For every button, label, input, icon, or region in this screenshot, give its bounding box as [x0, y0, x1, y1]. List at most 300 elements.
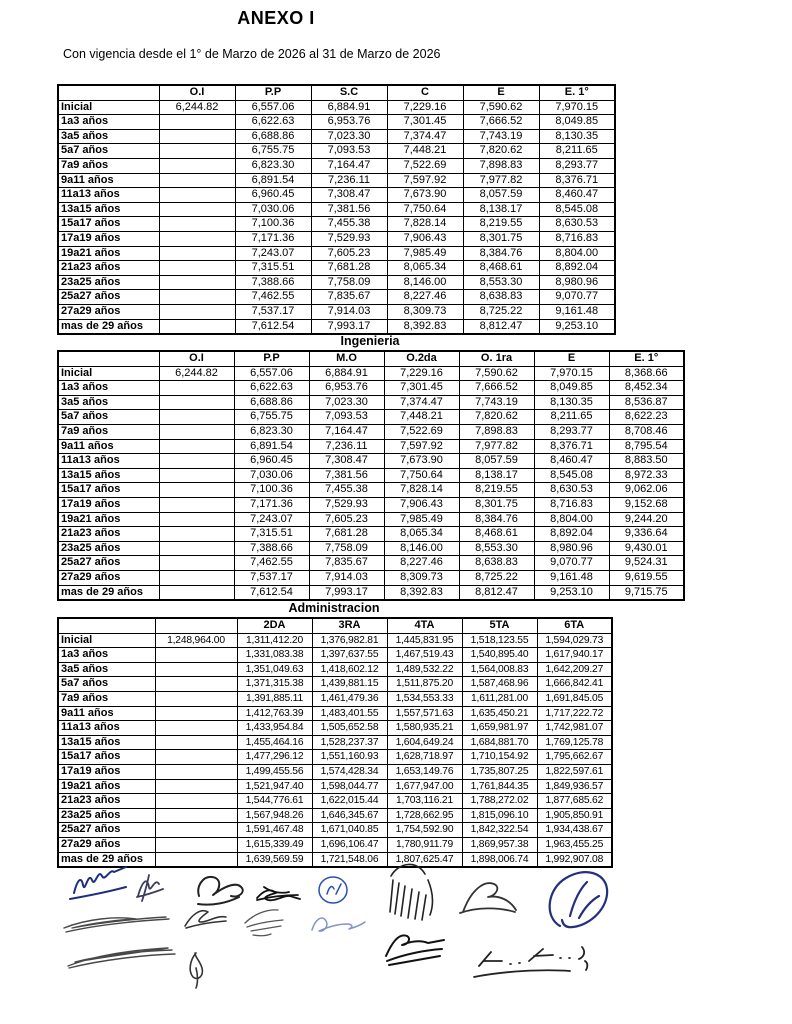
cell-value: 7,229.16: [384, 366, 459, 381]
cell-value: 1,622,015.44: [312, 794, 387, 809]
cell-value: 7,522.69: [384, 424, 459, 439]
cell-value: 7,758.09: [311, 275, 387, 290]
table-row: [58, 129, 615, 144]
signature-icon: [460, 883, 516, 913]
cell-value: 1,594,029.73: [537, 633, 612, 648]
cell-value: 1,617,940.17: [537, 648, 612, 663]
cell-value: 8,553.30: [459, 541, 534, 556]
table-row: [58, 556, 684, 571]
cell-value: 7,758.09: [309, 541, 384, 556]
header-row: [58, 618, 612, 633]
cell-value: 8,812.47: [463, 319, 539, 334]
cell-value: 1,822,597.61: [537, 764, 612, 779]
column-header: 3RA: [312, 618, 387, 633]
cell-value: 7,448.21: [384, 410, 459, 425]
cell-value: 8,384.76: [459, 512, 534, 527]
cell-value: 1,905,850.91: [537, 808, 612, 823]
cell-value: 7,030.06: [235, 202, 311, 217]
cell-value: [155, 706, 237, 721]
signature-icon: [190, 953, 202, 988]
cell-value: 8,384.76: [463, 246, 539, 261]
cell-value: 8,130.35: [534, 395, 609, 410]
cell-value: 1,721,548.06: [312, 852, 387, 867]
cell-value: [155, 677, 237, 692]
column-header: O.I: [159, 351, 234, 366]
cell-value: [155, 750, 237, 765]
cell-value: 6,891.54: [235, 173, 311, 188]
cell-value: 9,070.77: [534, 556, 609, 571]
cell-value: [159, 115, 235, 130]
cell-value: 8,130.35: [539, 129, 615, 144]
cell-value: [159, 541, 234, 556]
cell-value: [159, 129, 235, 144]
cell-value: 7,171.36: [235, 231, 311, 246]
column-header: P.P: [235, 85, 311, 100]
cell-value: 7,301.45: [384, 381, 459, 396]
table-row: [58, 794, 612, 809]
cell-value: [159, 424, 234, 439]
cell-value: 8,049.85: [539, 115, 615, 130]
cell-value: 8,883.50: [609, 454, 684, 469]
cell-value: 1,371,315.38: [237, 677, 312, 692]
cell-value: 7,164.47: [311, 158, 387, 173]
row-label: Inicial: [58, 366, 159, 381]
row-label: 21a23 años: [58, 527, 159, 542]
cell-value: 7,970.15: [534, 366, 609, 381]
table-row: [58, 290, 615, 305]
cell-value: 7,522.69: [387, 158, 463, 173]
row-label: mas de 29 años: [58, 852, 155, 867]
cell-value: [159, 246, 235, 261]
row-label: 19a21 años: [58, 246, 159, 261]
cell-value: 7,605.23: [309, 512, 384, 527]
cell-value: 1,351,049.63: [237, 662, 312, 677]
cell-value: 7,605.23: [311, 246, 387, 261]
section-title-administracion: Administracion: [288, 601, 380, 615]
cell-value: 1,587,468.96: [462, 677, 537, 692]
row-label: 17a19 años: [58, 764, 155, 779]
cell-value: [159, 188, 235, 203]
cell-value: 1,397,637.55: [312, 648, 387, 663]
column-header: M.O: [309, 351, 384, 366]
cell-value: 1,615,339.49: [237, 837, 312, 852]
cell-value: 6,960.45: [235, 188, 311, 203]
cell-value: 7,597.92: [387, 173, 463, 188]
cell-value: 8,638.83: [459, 556, 534, 571]
signature-icon: [245, 910, 283, 936]
cell-value: 7,236.11: [311, 173, 387, 188]
table-row: [58, 275, 615, 290]
cell-value: 9,161.48: [539, 304, 615, 319]
cell-value: [155, 662, 237, 677]
cell-value: 8,452.34: [609, 381, 684, 396]
section-title-ingenieria: Ingenieria: [340, 334, 400, 348]
row-label: 13a15 años: [58, 468, 159, 483]
row-label: 3a5 años: [58, 395, 159, 410]
cell-value: 8,716.83: [534, 497, 609, 512]
cell-value: 8,468.61: [459, 527, 534, 542]
table-row: [58, 779, 612, 794]
table-row: [58, 570, 684, 585]
table-row: [58, 202, 615, 217]
cell-value: 1,311,412.20: [237, 633, 312, 648]
row-label: 23a25 años: [58, 541, 159, 556]
table-row: [58, 585, 684, 600]
cell-value: 7,820.62: [459, 410, 534, 425]
row-label: 11a13 años: [58, 454, 159, 469]
cell-value: 1,642,209.27: [537, 662, 612, 677]
table-row: [58, 410, 684, 425]
row-label: 1a3 años: [58, 381, 159, 396]
cell-value: 1,696,106.47: [312, 837, 387, 852]
cell-value: 8,553.30: [463, 275, 539, 290]
row-label: 21a23 años: [58, 794, 155, 809]
table-row: [58, 304, 615, 319]
cell-value: 7,612.54: [234, 585, 309, 600]
cell-value: 1,788,272.02: [462, 794, 537, 809]
cell-value: 8,293.77: [534, 424, 609, 439]
table-row: [58, 188, 615, 203]
column-header: P.P: [234, 351, 309, 366]
table-row: [58, 395, 684, 410]
cell-value: [159, 570, 234, 585]
column-header: O.I: [159, 85, 235, 100]
cell-value: 7,229.16: [387, 100, 463, 115]
salary-table-general: [57, 84, 616, 335]
cell-value: 9,430.01: [609, 541, 684, 556]
cell-value: 1,795,662.67: [537, 750, 612, 765]
cell-value: 7,243.07: [234, 512, 309, 527]
cell-value: 7,828.14: [387, 217, 463, 232]
cell-value: 8,892.04: [534, 527, 609, 542]
signature-icon: [390, 864, 432, 920]
cell-value: 1,877,685.62: [537, 794, 612, 809]
cell-value: [159, 483, 234, 498]
cell-value: 7,243.07: [235, 246, 311, 261]
cell-value: 7,835.67: [311, 290, 387, 305]
cell-value: 6,688.86: [234, 395, 309, 410]
cell-value: 1,574,428.34: [312, 764, 387, 779]
cell-value: 7,388.66: [235, 275, 311, 290]
column-header: [58, 351, 159, 366]
cell-value: [159, 319, 235, 334]
row-label: Inicial: [58, 100, 159, 115]
cell-value: 1,511,875.20: [387, 677, 462, 692]
cell-value: [155, 837, 237, 852]
row-label: 3a5 años: [58, 662, 155, 677]
table-row: [58, 319, 615, 334]
cell-value: 7,537.17: [235, 304, 311, 319]
cell-value: 7,100.36: [234, 483, 309, 498]
header-row: [58, 351, 684, 366]
cell-value: 7,590.62: [459, 366, 534, 381]
cell-value: [159, 290, 235, 305]
row-label: 1a3 años: [58, 648, 155, 663]
cell-value: [159, 173, 235, 188]
row-label: mas de 29 años: [58, 319, 159, 334]
cell-value: 1,521,947.40: [237, 779, 312, 794]
cell-value: 7,308.47: [309, 454, 384, 469]
cell-value: [155, 764, 237, 779]
cell-value: 1,580,935.21: [387, 721, 462, 736]
cell-value: 1,331,083.38: [237, 648, 312, 663]
cell-value: 7,315.51: [235, 261, 311, 276]
cell-value: 1,761,844.35: [462, 779, 537, 794]
cell-value: 1,703,116.21: [387, 794, 462, 809]
column-header: O. 1ra: [459, 351, 534, 366]
cell-value: 7,374.47: [384, 395, 459, 410]
cell-value: 6,884.91: [309, 366, 384, 381]
cell-value: [159, 497, 234, 512]
cell-value: [159, 304, 235, 319]
cell-value: 8,725.22: [459, 570, 534, 585]
cell-value: 1,551,160.93: [312, 750, 387, 765]
cell-value: 8,211.65: [539, 144, 615, 159]
row-label: 19a21 años: [58, 779, 155, 794]
cell-value: 8,219.55: [459, 483, 534, 498]
salary-table-ingenieria: [57, 350, 685, 601]
cell-value: 9,062.06: [609, 483, 684, 498]
row-label: 27a29 años: [58, 304, 159, 319]
cell-value: 1,483,401.55: [312, 706, 387, 721]
cell-value: 8,138.17: [459, 468, 534, 483]
table-row: [58, 706, 612, 721]
row-label: 25a27 años: [58, 823, 155, 838]
cell-value: 1,677,947.00: [387, 779, 462, 794]
column-header: 4TA: [387, 618, 462, 633]
cell-value: 8,146.00: [387, 275, 463, 290]
cell-value: 7,301.45: [387, 115, 463, 130]
cell-value: 7,743.19: [463, 129, 539, 144]
cell-value: 7,315.51: [234, 527, 309, 542]
cell-value: 8,301.75: [459, 497, 534, 512]
cell-value: [159, 410, 234, 425]
cell-value: 1,439,881.15: [312, 677, 387, 692]
cell-value: [159, 231, 235, 246]
cell-value: 7,100.36: [235, 217, 311, 232]
cell-value: 9,161.48: [534, 570, 609, 585]
cell-value: 1,534,553.33: [387, 691, 462, 706]
row-label: 27a29 años: [58, 570, 159, 585]
table-row: [58, 823, 612, 838]
cell-value: 8,630.53: [534, 483, 609, 498]
cell-value: 8,716.83: [539, 231, 615, 246]
row-label: 23a25 años: [58, 275, 159, 290]
cell-value: 1,992,907.08: [537, 852, 612, 867]
cell-value: 6,244.82: [159, 366, 234, 381]
cell-value: 6,622.63: [235, 115, 311, 130]
signature-icon: [474, 947, 587, 977]
cell-value: 9,244.20: [609, 512, 684, 527]
cell-value: 7,236.11: [309, 439, 384, 454]
cell-value: 6,960.45: [234, 454, 309, 469]
cell-value: 1,963,455.25: [537, 837, 612, 852]
cell-value: 1,717,222.72: [537, 706, 612, 721]
cell-value: 8,065.34: [387, 261, 463, 276]
table-row: [58, 454, 684, 469]
cell-value: 7,093.53: [311, 144, 387, 159]
cell-value: 8,980.96: [534, 541, 609, 556]
cell-value: 9,253.10: [534, 585, 609, 600]
table-row: [58, 144, 615, 159]
cell-value: 1,842,322.54: [462, 823, 537, 838]
cell-value: 7,750.64: [384, 468, 459, 483]
cell-value: 1,499,455.56: [237, 764, 312, 779]
column-header: E: [463, 85, 539, 100]
cell-value: 8,368.66: [609, 366, 684, 381]
cell-value: 1,728,662.95: [387, 808, 462, 823]
cell-value: 7,898.83: [459, 424, 534, 439]
cell-value: 6,755.75: [235, 144, 311, 159]
cell-value: 8,460.47: [534, 454, 609, 469]
cell-value: [159, 261, 235, 276]
row-label: 7a9 años: [58, 691, 155, 706]
cell-value: 7,681.28: [309, 527, 384, 542]
row-label: 5a7 años: [58, 410, 159, 425]
cell-value: 1,754,592.90: [387, 823, 462, 838]
cell-value: 8,309.73: [387, 304, 463, 319]
row-label: 19a21 años: [58, 512, 159, 527]
cell-value: [155, 794, 237, 809]
cell-value: 9,253.10: [539, 319, 615, 334]
cell-value: 8,892.04: [539, 261, 615, 276]
cell-value: 8,545.08: [539, 202, 615, 217]
row-label: 15a17 años: [58, 750, 155, 765]
cell-value: 7,023.30: [309, 395, 384, 410]
row-label: 25a27 años: [58, 290, 159, 305]
cell-value: 8,049.85: [534, 381, 609, 396]
cell-value: 7,529.93: [311, 231, 387, 246]
cell-value: 7,462.55: [234, 556, 309, 571]
cell-value: [155, 691, 237, 706]
cell-value: 7,906.43: [387, 231, 463, 246]
cell-value: 8,795.54: [609, 439, 684, 454]
cell-value: 8,630.53: [539, 217, 615, 232]
cell-value: 1,544,776.61: [237, 794, 312, 809]
cell-value: 1,376,982.81: [312, 633, 387, 648]
cell-value: 1,815,096.10: [462, 808, 537, 823]
cell-value: 8,138.17: [463, 202, 539, 217]
cell-value: 7,590.62: [463, 100, 539, 115]
table-row: [58, 662, 612, 677]
cell-value: 1,635,450.21: [462, 706, 537, 721]
cell-value: 8,309.73: [384, 570, 459, 585]
cell-value: 8,804.00: [534, 512, 609, 527]
cell-value: 7,093.53: [309, 410, 384, 425]
validity-subtitle: Con vigencia desde el 1° de Marzo de 2026 al 31 de Marzo de 2026: [63, 47, 441, 61]
row-label: 13a15 años: [58, 202, 159, 217]
table-row: [58, 677, 612, 692]
cell-value: 8,804.00: [539, 246, 615, 261]
row-label: 15a17 años: [58, 483, 159, 498]
column-header: [155, 618, 237, 633]
row-label: 9a11 años: [58, 439, 159, 454]
cell-value: 8,211.65: [534, 410, 609, 425]
column-header: 5TA: [462, 618, 537, 633]
cell-value: 7,993.17: [311, 319, 387, 334]
cell-value: 1,591,467.48: [237, 823, 312, 838]
table-row: [58, 217, 615, 232]
cell-value: 1,869,957.38: [462, 837, 537, 852]
cell-value: 1,671,040.85: [312, 823, 387, 838]
row-label: 5a7 años: [58, 677, 155, 692]
cell-value: 8,392.83: [384, 585, 459, 600]
table-row: [58, 691, 612, 706]
row-label: mas de 29 años: [58, 585, 159, 600]
table-row: [58, 246, 615, 261]
table-row: [58, 115, 615, 130]
cell-value: 7,023.30: [311, 129, 387, 144]
cell-value: 7,750.64: [387, 202, 463, 217]
cell-value: 1,564,008.83: [462, 662, 537, 677]
signature-icon: [319, 877, 347, 903]
cell-value: 7,985.49: [387, 246, 463, 261]
cell-value: 1,646,345.67: [312, 808, 387, 823]
signature-icon: [386, 935, 444, 965]
cell-value: [159, 395, 234, 410]
cell-value: [159, 275, 235, 290]
cell-value: 9,070.77: [539, 290, 615, 305]
cell-value: 7,374.47: [387, 129, 463, 144]
cell-value: 1,518,123.55: [462, 633, 537, 648]
cell-value: 7,455.38: [309, 483, 384, 498]
table-row: [58, 735, 612, 750]
header-row: [58, 85, 615, 100]
cell-value: 8,460.47: [539, 188, 615, 203]
column-header: O.2da: [384, 351, 459, 366]
cell-value: 7,681.28: [311, 261, 387, 276]
cell-value: [159, 381, 234, 396]
cell-value: 8,545.08: [534, 468, 609, 483]
cell-value: 8,708.46: [609, 424, 684, 439]
cell-value: 1,710,154.92: [462, 750, 537, 765]
column-header: E. 1°: [539, 85, 615, 100]
table-row: [58, 497, 684, 512]
cell-value: 8,057.59: [463, 188, 539, 203]
cell-value: [155, 779, 237, 794]
cell-value: 1,691,845.05: [537, 691, 612, 706]
cell-value: 8,301.75: [463, 231, 539, 246]
cell-value: 8,227.46: [384, 556, 459, 571]
cell-value: 7,448.21: [387, 144, 463, 159]
column-header: 6TA: [537, 618, 612, 633]
cell-value: 8,392.83: [387, 319, 463, 334]
table-row: [58, 100, 615, 115]
table-row: [58, 527, 684, 542]
table-row: [58, 468, 684, 483]
cell-value: 1,540,895.40: [462, 648, 537, 663]
row-label: 7a9 años: [58, 158, 159, 173]
cell-value: 9,619.55: [609, 570, 684, 585]
cell-value: 7,977.82: [459, 439, 534, 454]
cell-value: 7,455.38: [311, 217, 387, 232]
cell-value: 8,972.33: [609, 468, 684, 483]
column-header: E: [534, 351, 609, 366]
cell-value: [159, 217, 235, 232]
table-row: [58, 381, 684, 396]
cell-value: 6,755.75: [234, 410, 309, 425]
cell-value: 7,835.67: [309, 556, 384, 571]
column-header: [58, 618, 155, 633]
cell-value: 7,743.19: [459, 395, 534, 410]
cell-value: 6,884.91: [311, 100, 387, 115]
cell-value: 1,666,842.41: [537, 677, 612, 692]
cell-value: [155, 735, 237, 750]
table-row: [58, 541, 684, 556]
cell-value: 7,381.56: [309, 468, 384, 483]
signature-icon: [68, 948, 175, 968]
row-label: 11a13 años: [58, 721, 155, 736]
